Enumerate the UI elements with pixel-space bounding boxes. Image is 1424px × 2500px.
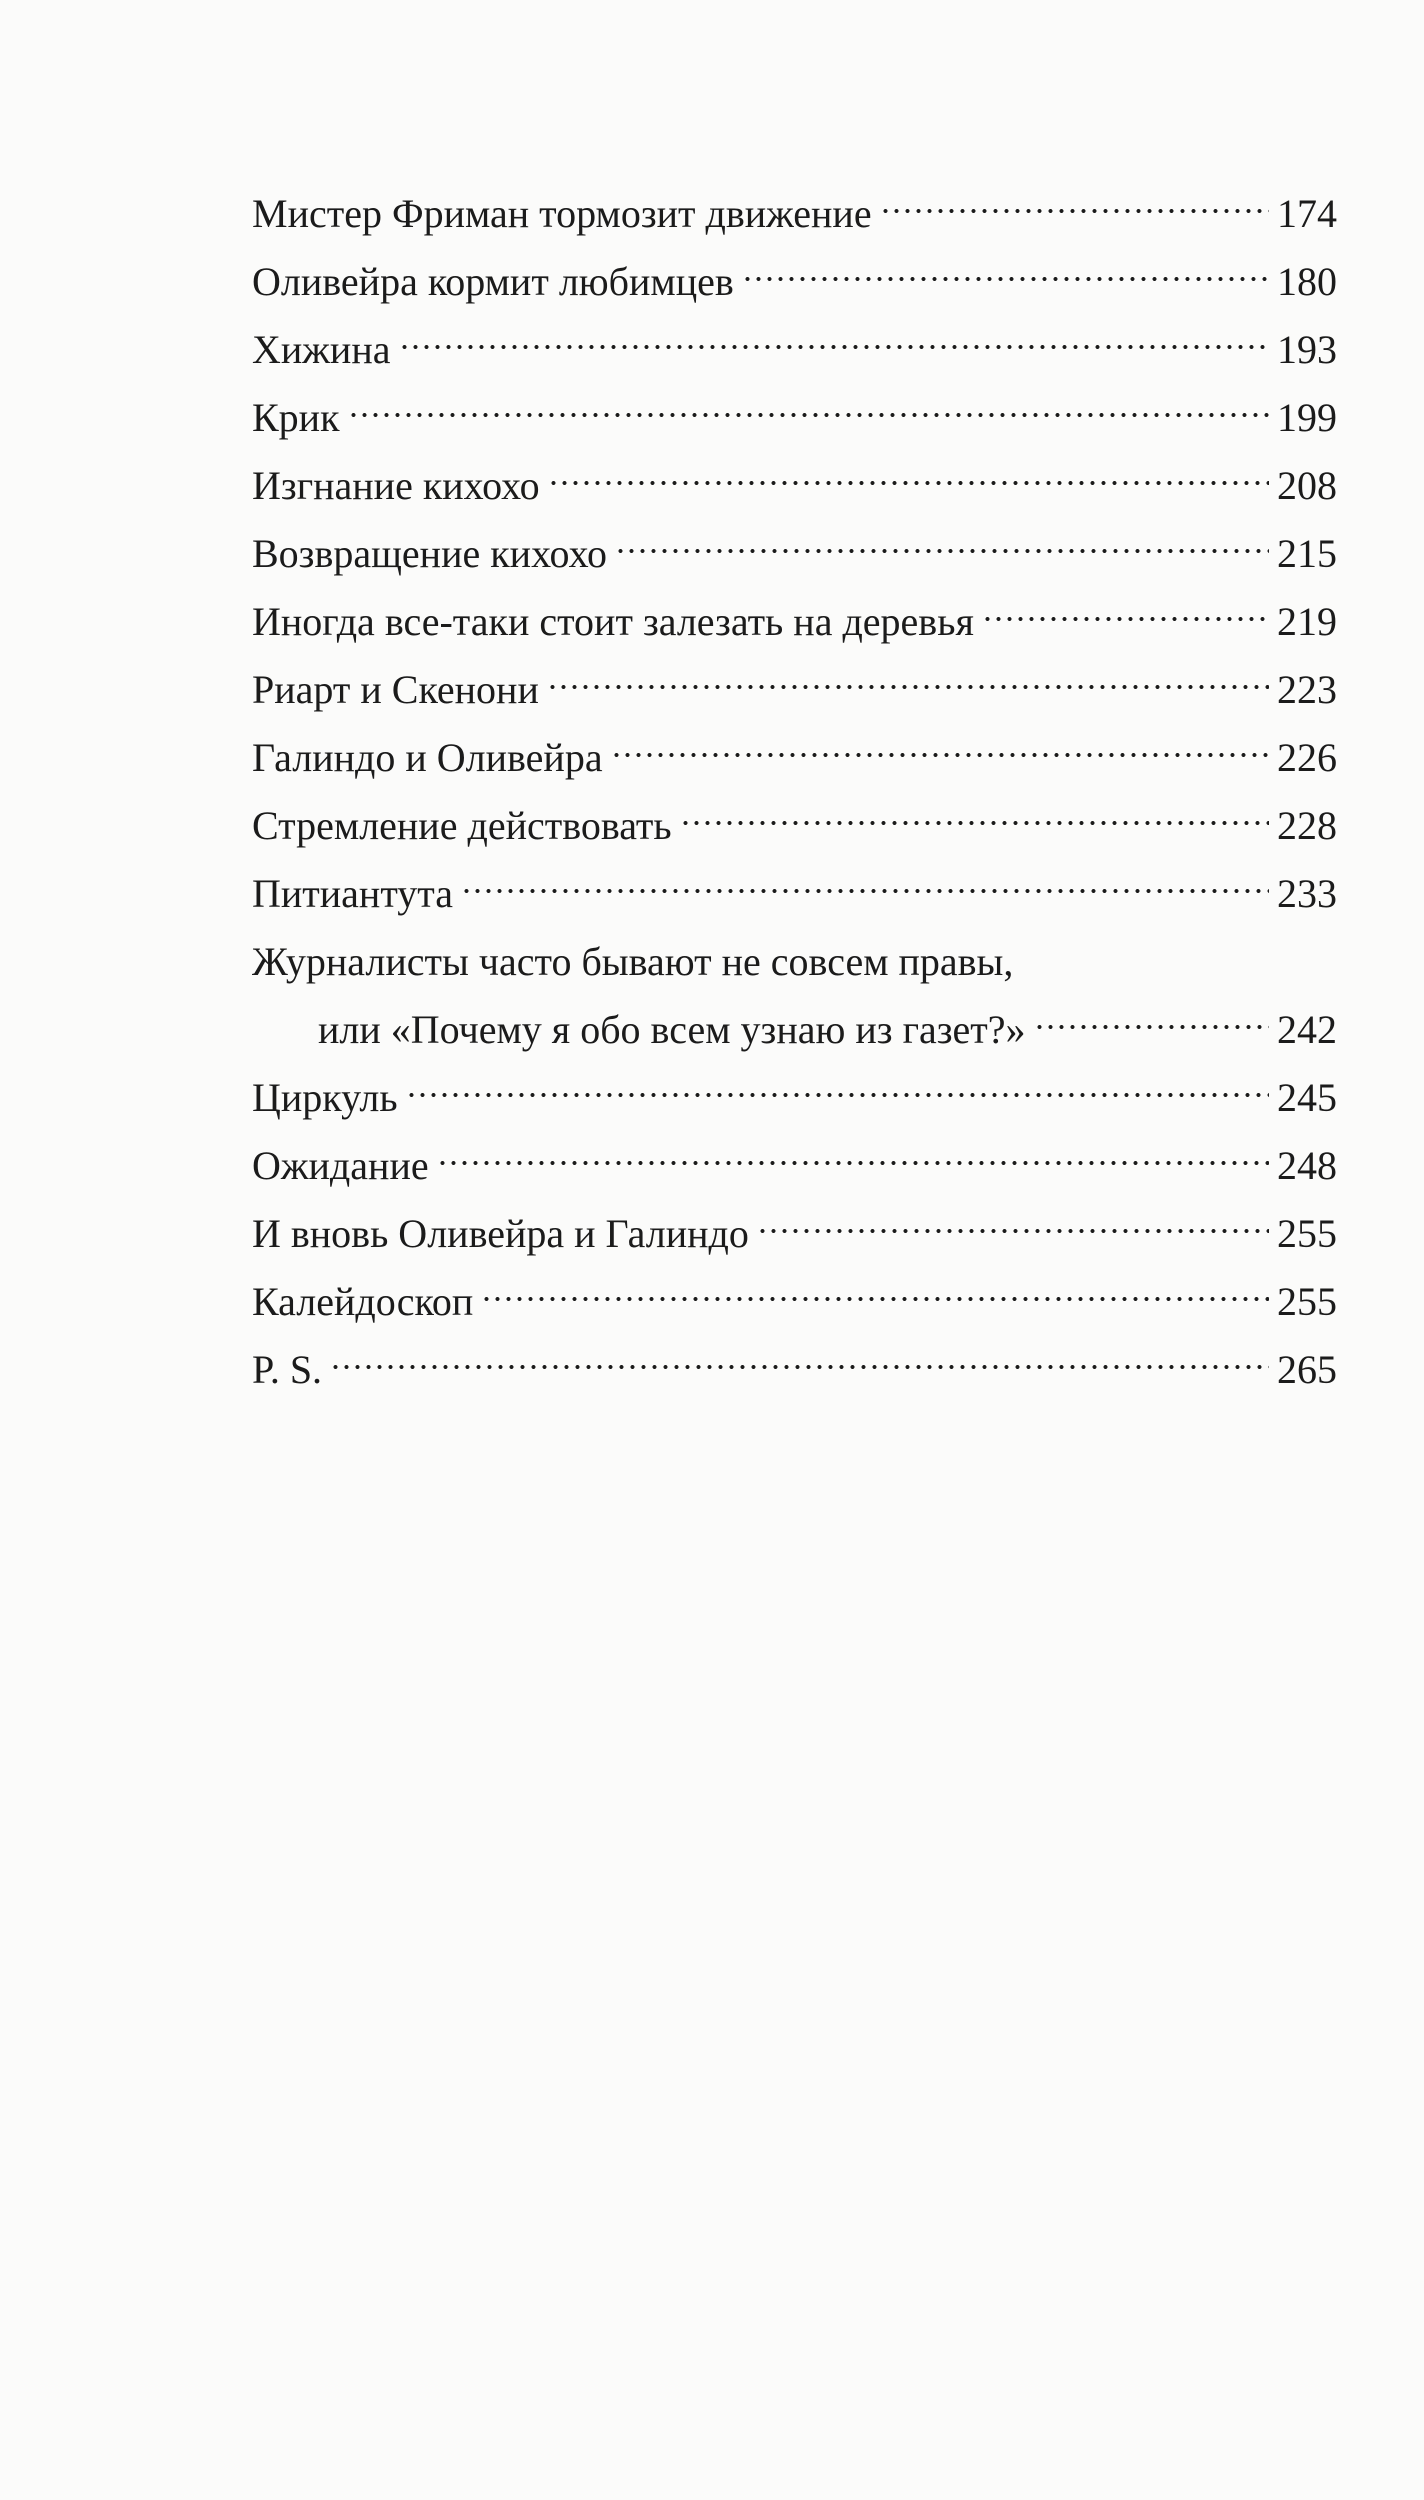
- toc-entry-title: Оливейра кормит любимцев: [252, 259, 734, 304]
- toc-entry: [252, 180, 1337, 248]
- toc-entry-title: P. S.: [252, 1347, 323, 1392]
- toc-leader-dots: [611, 745, 1269, 765]
- toc-entry-title: Мистер Фриман тормозит движение: [252, 191, 872, 236]
- toc-entry-page: 245: [1277, 1075, 1337, 1120]
- toc-entry-title: Калейдоскоп: [252, 1279, 474, 1324]
- toc-entry-title: Хижина: [252, 327, 391, 372]
- toc-entry-page: 265: [1277, 1347, 1337, 1392]
- toc-leader-dots: [399, 337, 1270, 357]
- toc-entry: [252, 1268, 1337, 1336]
- toc-leader-dots: [680, 813, 1269, 833]
- toc-entry: [252, 656, 1337, 724]
- toc-entry: [252, 316, 1337, 384]
- toc-entry: [252, 860, 1337, 928]
- toc-entry-title: Изгнание кихохо: [252, 463, 540, 508]
- toc-entry-page: 219: [1277, 599, 1337, 644]
- toc-entry-multiline-first: [252, 928, 1337, 996]
- toc-entry: [252, 792, 1337, 860]
- toc-entry-page: 242: [1277, 1007, 1337, 1052]
- toc-entry-title: Ожидание: [252, 1143, 429, 1188]
- toc-entry: [252, 384, 1337, 452]
- toc-entry-page: 208: [1277, 463, 1337, 508]
- toc-entry: [252, 1336, 1337, 1404]
- toc-entry-title: или «Почему я обо всем узнаю из газет?»: [318, 1007, 1026, 1052]
- toc-entry-title: Питиантута: [252, 871, 454, 916]
- toc-entry-title: Галиндо и Оливейра: [252, 735, 603, 780]
- toc-entry: [252, 520, 1337, 588]
- toc-leader-dots: [880, 201, 1269, 221]
- toc-entry: [252, 1064, 1337, 1132]
- toc-leader-dots: [742, 269, 1269, 289]
- toc-leader-dots: [548, 473, 1269, 493]
- toc-leader-dots: [547, 677, 1269, 697]
- toc-leader-dots: [481, 1289, 1269, 1309]
- toc-entry: [252, 248, 1337, 316]
- toc-entry-title: Крик: [252, 395, 340, 440]
- toc-leader-dots: [982, 609, 1269, 629]
- toc-leader-dots: [1034, 1017, 1269, 1037]
- toc-entry-page: 233: [1277, 871, 1337, 916]
- toc-entry-title: И вновь Оливейра и Галиндо: [252, 1211, 749, 1256]
- toc-entry: [252, 1132, 1337, 1200]
- toc-entry-title: Риарт и Скенони: [252, 667, 539, 712]
- toc-leader-dots: [757, 1221, 1269, 1241]
- toc-entry: [252, 452, 1337, 520]
- toc-entry-page: 248: [1277, 1143, 1337, 1188]
- toc-entry-page: 255: [1277, 1279, 1337, 1324]
- toc-entry-page: 255: [1277, 1211, 1337, 1256]
- toc-entry: [252, 724, 1337, 792]
- toc-leader-dots: [406, 1085, 1269, 1105]
- toc-leader-dots: [615, 541, 1269, 561]
- toc-leader-dots: [437, 1153, 1269, 1173]
- toc-leader-dots: [348, 405, 1269, 425]
- toc-entry-page: 174: [1277, 191, 1337, 236]
- toc-entry-page: 215: [1277, 531, 1337, 576]
- toc-entry-title: Журналисты часто бывают не совсем правы,: [252, 939, 1014, 984]
- toc-entry-page: 228: [1277, 803, 1337, 848]
- toc-entry-page: 223: [1277, 667, 1337, 712]
- toc-entry-title: Циркуль: [252, 1075, 398, 1120]
- toc-entry-multiline-continuation: [252, 996, 1337, 1064]
- toc-entry-title: Иногда все-таки стоит залезать на деревья: [252, 599, 974, 644]
- toc-leader-dots: [330, 1357, 1269, 1377]
- toc-entry: [252, 1200, 1337, 1268]
- toc-entry-title: Возвращение кихохо: [252, 531, 608, 576]
- toc-entry-page: 199: [1277, 395, 1337, 440]
- table-of-contents: [252, 180, 1337, 1404]
- toc-entry-page: 226: [1277, 735, 1337, 780]
- toc-leader-dots: [461, 881, 1269, 901]
- toc-entry-title: Стремление действовать: [252, 803, 672, 848]
- toc-entry-page: 193: [1277, 327, 1337, 372]
- toc-entry: [252, 588, 1337, 656]
- toc-entry-page: 180: [1277, 259, 1337, 304]
